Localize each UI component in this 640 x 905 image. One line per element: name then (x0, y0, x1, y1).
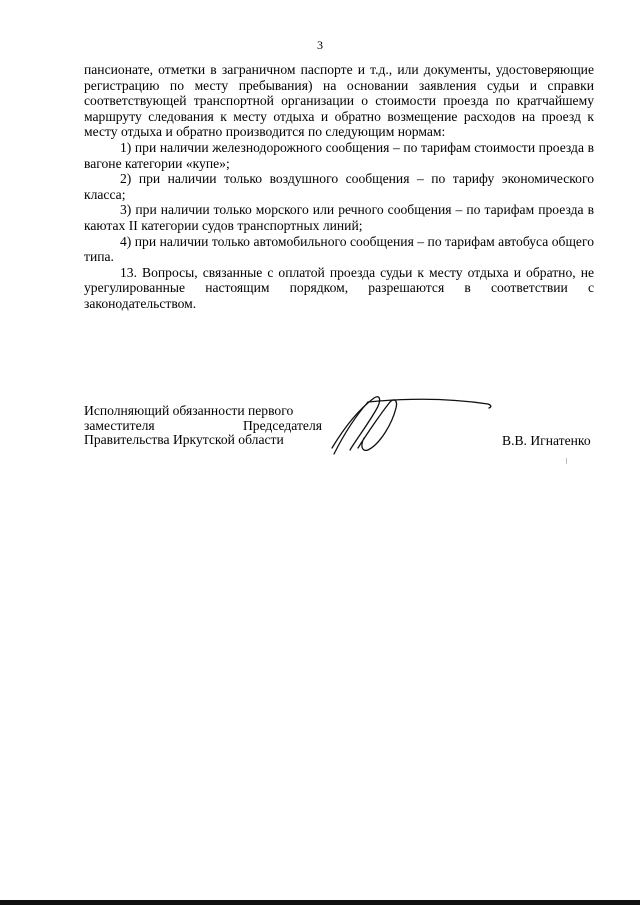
paragraph-13: 13. Вопросы, связанные с оплатой проезда судьи к месту отдыха и обратно, не урегулированные настоящим порядком, разрешаются в соответствии с законодательством. (84, 264, 594, 311)
document-body (84, 62, 594, 312)
handwritten-signature (328, 388, 498, 458)
list-item-air: 2) при наличии только воздушного сообщения – по тарифу экономического класса; (84, 171, 594, 202)
signatory-name: В.В. Игнатенко (502, 433, 591, 448)
signatory-title-chairman: Председателя (242, 417, 322, 433)
signatory-title-line1: Исполняющий обязанности первого (84, 403, 294, 418)
scan-bottom-edge (0, 900, 640, 905)
signatory-title-deputy: заместителя (84, 417, 155, 433)
scan-artifact (566, 458, 567, 464)
list-item-rail: 1) при наличии железнодорожного сообщения – по тарифам стоимости проезда в вагоне категории «купе»; (84, 139, 594, 171)
signatory-title-line3: Правительства Иркутской области (84, 432, 284, 447)
page-number: 3 (317, 38, 323, 52)
list-item-sea-river: 3) при наличии только морского или речного сообщения – по тарифам проезда в каютах II категории судов транспортных линий; (84, 202, 594, 233)
signatory-title (84, 404, 322, 448)
list-item-road: 4) при наличии только автомобильного сообщения – по тарифам автобуса общего типа. (84, 233, 594, 265)
signatory-title-line2 (84, 419, 322, 434)
paragraph-continuation: пансионате, отметки в заграничном паспорте и т.д., или документы, удостоверяющие регистрацию по месту пребывания) на основании заявления судьи и справки соответствующей транспортной организации о стоимости проезда по кратчайшему маршруту следования к месту отдыха и обратно возмещение расходов на проезд к месту отдыха и обратно производится по следующим нормам: (84, 62, 594, 140)
